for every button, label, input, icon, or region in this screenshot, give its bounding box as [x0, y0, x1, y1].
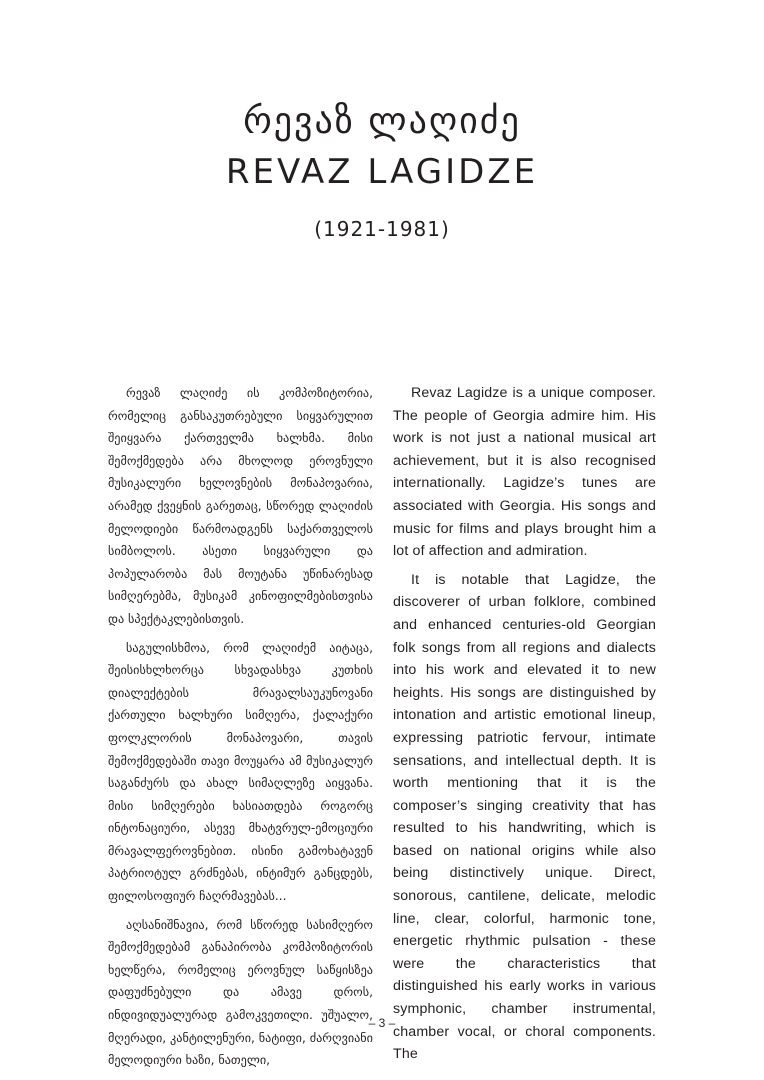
paragraph: რევაზ ლაღიძე ის კომპოზიტორია, რომელიც განსაკუთრებული სიყვარულით შეიყვარა ქართველმა ხალხმა. მისი შემოქმედება არა მხოლოდ ეროვნული მუსიკალური ხელოვნების მონაპოვარია, არამედ ქვეყნის გარეთაც, სწორედ ლაღიძის მელოდიები წარმოადგენს საქართველოს სიმბოლოს. ასეთი სიყვარული და პოპულარობა მას მოუტანა უწინარესად სიმღერებმა, მუსიკამ კინოფილმებისთვისა და სპექტაკლებისთვის. — [108, 386, 373, 626]
paragraph: It is notable that Lagidze, the discoverer of urban folklore, combined and enhanced centuries-old Georgian folk songs from all regions and dialects into his work and elevated it to new heights. His songs are distinguished by intonation and artistic emotional lineup, expressing patriotic fervour, intimate sensations, and intellectual depth. It is worth mentioning that it is the composer’s singing creativity that has resulted to his handwriting, which is based on national origins while also being distinctively unique. Direct, sonorous, cantilene, delicate, melodic line, clear, colorful, harmonic tone, energetic rhythmic pulsation - these were the characteristics that distinguished his early works in various symphonic, chamber instrumental, chamber vocal, or choral components. The — [393, 571, 656, 1063]
life-years: (1921-1981) — [314, 217, 450, 241]
paragraph: Revaz Lagidze is a unique composer. The people of Georgia admire him. His work is not just a national musical art achievement, but it is also recognised internationally. Lagidze’s tunes are associated with Georgia. His songs and music for films and plays brought him a lot of affection and admiration. — [393, 385, 656, 560]
georgian-text-column — [108, 382, 373, 1078]
title-english: REVAZ LAGIDZE — [225, 152, 539, 192]
title-georgian: რევაზ ლაღიძე — [243, 101, 521, 142]
paragraph: საგულისხმოა, რომ ლაღიძემ აიტაცა, შეისისხლხორცა სხვადასხვა კუთხის დიალექტების მრავალსაუკუნოვანი ქართული ხალხური სიმღერა, ქალაქური ფოლკლორის მონაპოვარი, თავის შემოქმედებაში თავი მოუყარა ამ მუსიკალურ საგანძურს და ახალ სიმაღლეზე აიყვანა. მისი სიმღერები ხასიათდება როგორც ინტონაციური, ასევე მხატვრულ-ემოციური მრავალფეროვნებით. ისინი გამოხატავენ პატრიოტულ გრძნებას, ინტიმურ განცდებს, ფილოსოფიურ ჩაღრმავებას... — [108, 640, 373, 904]
paragraph: აღსანიშნავია, რომ სწორედ სასიმღერო შემოქმედებამ განაპირობა კომპოზიტორის ხელწერა, რომელიც ეროვნულ საწყისზეა დაფუძნებული და ამავე დროს, ინდივიდუალურად გამოკვეთილი. უშუალო, მღერადი, კანტილენური, ნატიფი, ძარღვიანი მელოდიური ხაზი, ნათელი, — [108, 917, 373, 1068]
english-text-column — [393, 382, 656, 1072]
page-number: – 3 – — [368, 1016, 396, 1030]
